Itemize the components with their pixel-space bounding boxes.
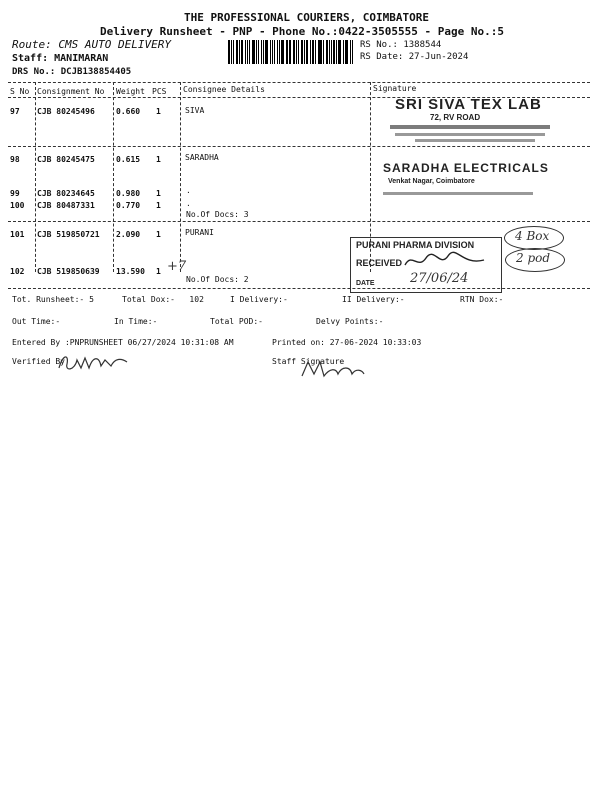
- col-header-consignment: Consignment No: [37, 87, 105, 96]
- company-title: THE PROFESSIONAL COURIERS, COIMBATORE: [184, 11, 430, 24]
- total-pod: Total POD:-: [210, 317, 263, 326]
- row-consignment: CJB 80245475: [37, 155, 95, 164]
- col-header-weight: Weight: [116, 87, 145, 96]
- barcode-bar: [289, 40, 290, 64]
- barcode: [228, 40, 354, 64]
- row-consignee: .: [186, 199, 191, 208]
- row-sno: 99: [10, 189, 20, 198]
- row-pcs: 1: [156, 267, 161, 276]
- out-time: Out Time:-: [12, 317, 61, 326]
- total-dox: Total Dox:- 102: [122, 295, 204, 304]
- drs-label: DRS No.: DCJB138854405: [12, 67, 132, 77]
- barcode-bar: [336, 40, 337, 64]
- barcode-bar: [256, 40, 257, 64]
- entered-by: Entered By :PNPRUNSHEET 06/27/2024 10:31:08 AM: [12, 338, 234, 347]
- row-weight: 0.615: [116, 155, 141, 164]
- row-pcs: 1: [156, 107, 161, 116]
- row-consignment: CJB 80487331: [37, 201, 95, 210]
- handwritten-signature: [400, 250, 490, 272]
- barcode-bar: [247, 40, 248, 64]
- col-header-sno: S No: [10, 87, 30, 96]
- barcode-bar: [245, 40, 246, 64]
- row-pcs: 1: [156, 201, 161, 210]
- row-sno: 102: [10, 267, 25, 276]
- table-top-rule: [8, 82, 590, 83]
- barcode-bar: [296, 40, 297, 64]
- table-bottom-rule: [8, 288, 590, 289]
- in-time: In Time:-: [114, 317, 158, 326]
- row-consignment: CJB 80245496: [37, 107, 95, 116]
- barcode-bar: [261, 40, 263, 64]
- ii-delivery: II Delivery:-: [342, 295, 405, 304]
- handwritten-annotation: +7: [167, 259, 187, 274]
- barcode-bar: [352, 40, 353, 64]
- row-weight: 0.660: [116, 107, 141, 116]
- barcode-bar: [326, 40, 328, 64]
- barcode-bar: [338, 40, 341, 64]
- row-pcs: 1: [156, 189, 161, 198]
- row-weight: 0.770: [116, 201, 141, 210]
- runsheet-subtitle: Delivery Runsheet - PNP - Phone No.:0422-3505555 - Page No.:5: [100, 25, 504, 38]
- staff-signature-label: Staff Signature: [272, 357, 345, 366]
- barcode-bar: [270, 40, 271, 64]
- verified-by-label: Verified By: [12, 357, 65, 366]
- col-divider: [180, 82, 181, 272]
- barcode-bar: [265, 40, 268, 64]
- handwritten-date: 27/06/24: [410, 271, 469, 286]
- barcode-bar: [277, 40, 278, 64]
- stamp-saradha-address: Venkat Nagar, Coimbatore: [388, 178, 475, 185]
- barcode-bar: [331, 40, 332, 64]
- barcode-bar: [346, 40, 348, 64]
- row-consignee: PURANI: [185, 228, 214, 237]
- barcode-bar: [272, 40, 273, 64]
- barcode-bar: [345, 40, 346, 64]
- col-divider: [35, 82, 36, 272]
- route-label: Route: CMS AUTO DELIVERY: [12, 38, 171, 51]
- barcode-bar: [323, 40, 324, 64]
- i-delivery: I Delivery:-: [230, 295, 288, 304]
- barcode-bar: [258, 40, 259, 64]
- docs-count: No.Of Docs: 3: [186, 210, 249, 219]
- delvy-points: Delvy Points:-: [316, 317, 384, 326]
- barcode-bar: [329, 40, 330, 64]
- printed-on: Printed on: 27-06-2024 10:33:03: [272, 338, 422, 347]
- total-runsheet: Tot. Runsheet:- 5: [12, 295, 94, 304]
- row-consignment: CJB 80234645: [37, 189, 95, 198]
- barcode-bar: [333, 40, 335, 64]
- barcode-bar: [281, 40, 284, 64]
- row-weight: 13.590: [116, 267, 145, 276]
- row-consignee: SARADHA: [185, 153, 219, 162]
- barcode-bar: [233, 40, 234, 64]
- col-header-signature: Signature: [373, 84, 417, 93]
- row-rule: [8, 221, 590, 222]
- barcode-bar: [304, 40, 305, 64]
- row-weight: 0.980: [116, 189, 141, 198]
- row-pcs: 1: [156, 230, 161, 239]
- barcode-bar: [249, 40, 251, 64]
- col-header-pcs: PCS: [152, 87, 167, 96]
- circle-text: 2 pod: [516, 251, 551, 265]
- stamp-text: SRI SIVA TEX LAB: [395, 96, 542, 113]
- barcode-bar: [318, 40, 319, 64]
- row-sno: 97: [10, 107, 20, 116]
- stamp-saradha: SARADHA ELECTRICALS: [383, 161, 549, 175]
- barcode-bar: [312, 40, 314, 64]
- row-sno: 101: [10, 230, 25, 239]
- barcode-bar: [298, 40, 299, 64]
- staff-label: Staff: MANIMARAN: [12, 53, 109, 64]
- barcode-bar: [315, 40, 316, 64]
- row-consignment: CJB 519850721: [37, 230, 100, 239]
- barcode-bar: [228, 40, 230, 64]
- staff-signature: [298, 356, 368, 382]
- row-weight: 2.090: [116, 230, 141, 239]
- row-consignee: SIVA: [185, 106, 205, 115]
- rs-date: RS Date: 27-Jun-2024: [360, 52, 469, 62]
- row-sno: 98: [10, 155, 20, 164]
- circle-text: 4 Box: [515, 229, 550, 243]
- barcode-bar: [274, 40, 276, 64]
- barcode-bar: [310, 40, 311, 64]
- barcode-bar: [343, 40, 344, 64]
- barcode-bar: [236, 40, 239, 64]
- row-pcs: 1: [156, 155, 161, 164]
- col-divider: [113, 82, 114, 272]
- barcode-bar: [306, 40, 308, 64]
- stamp-purani-date: DATE: [356, 280, 375, 287]
- barcode-bar: [290, 40, 291, 64]
- row-sno: 100: [10, 201, 25, 210]
- rs-number: RS No.: 1388544: [360, 40, 442, 50]
- barcode-bar: [231, 40, 232, 64]
- barcode-bar: [350, 40, 351, 64]
- docs-count: No.Of Docs: 2: [186, 275, 249, 284]
- barcode-bar: [239, 40, 240, 64]
- stamp-smudge: [385, 117, 555, 147]
- barcode-bar: [263, 40, 264, 64]
- col-header-consignee: Consignee Details: [183, 85, 265, 94]
- stamp-siva: [395, 96, 542, 113]
- barcode-bar: [279, 40, 280, 64]
- stamp-purani-received: RECEIVED: [356, 258, 403, 268]
- barcode-bar: [252, 40, 255, 64]
- row-consignee: .: [186, 186, 191, 195]
- barcode-bar: [286, 40, 288, 64]
- barcode-bar: [319, 40, 322, 64]
- stamp-siva-address: 72, RV ROAD: [430, 113, 481, 122]
- barcode-bar: [301, 40, 304, 64]
- row-consignment: CJB 519850639: [37, 267, 100, 276]
- rtn-dox: RTN Dox:-: [460, 295, 504, 304]
- stamp-smudge: [378, 188, 538, 200]
- stamp-purani-name: PURANI PHARMA DIVISION: [356, 240, 475, 250]
- verified-signature: [55, 350, 135, 376]
- barcode-bar: [293, 40, 295, 64]
- barcode-bar: [241, 40, 243, 64]
